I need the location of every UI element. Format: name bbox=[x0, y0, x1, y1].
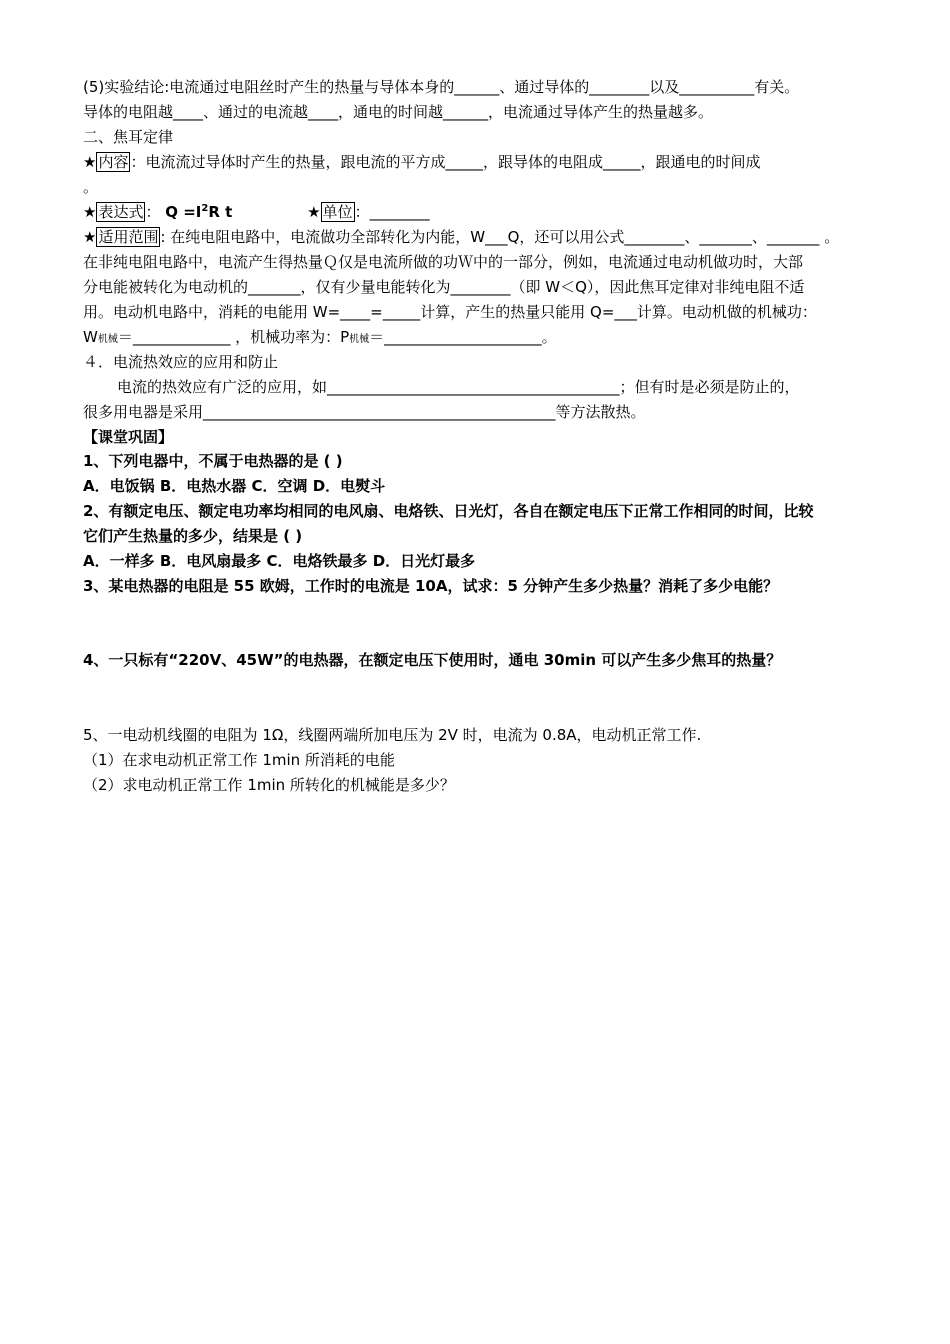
question-4: 4、一只标有“220V、45W”的电热器，在额定电压下使用时，通电 30min 可以产生多少焦耳的热量？ bbox=[83, 651, 782, 669]
formula-colon: ： bbox=[145, 203, 161, 221]
work-symbol: W bbox=[83, 328, 98, 346]
nonpure-line-3: 用。电动机电路中，消耗的电能用 W=____=_____计算，产生的热量只能用 Q=___计算。电动机做的机械功： bbox=[83, 303, 817, 321]
star-icon: ★ bbox=[83, 153, 97, 171]
formula-part-b: R t bbox=[208, 203, 233, 221]
question-3: 3、某电热器的电阻是 55 欧姆，工作时的电流是 10A，试求：5 分钟产生多少热量？消耗了多少电能？ bbox=[83, 577, 779, 595]
power-text: ＝_____________________。 bbox=[369, 328, 557, 346]
formula-part-a: Q =I bbox=[165, 203, 202, 221]
content-text: ：电流流过导体时产生的热量，跟电流的平方成_____，跟导体的电阻成_____，跟通电的时间成 bbox=[130, 153, 761, 171]
mechanical-work-line bbox=[83, 326, 557, 351]
question-5-part-1: （1）在求电动机正常工作 1min 所消耗的电能 bbox=[83, 751, 395, 769]
content-line bbox=[83, 151, 760, 173]
unit-label: 单位 bbox=[322, 203, 353, 221]
question-2-line-1: 2、有额定电压、额定电功率均相同的电风扇、电烙铁、日光灯，各自在额定电压下正常工作相同的时间，比较 bbox=[83, 502, 814, 520]
formula-expression bbox=[165, 203, 232, 221]
section-heading-joule-law: 二、焦耳定律 bbox=[83, 128, 174, 146]
practice-heading: 【课堂巩固】 bbox=[83, 428, 174, 446]
formula-exponent: 2 bbox=[201, 203, 209, 214]
heat-effect-heading: ４．电流热效应的应用和防止 bbox=[83, 353, 279, 371]
formula-label: 表达式 bbox=[98, 203, 144, 221]
conclusion-line-2: 导体的电阻越____、通过的电流越____，通电的时间越______，电流通过导体产生的热量越多。 bbox=[83, 103, 714, 121]
nonpure-line-2: 分电能被转化为电动机的_______，仅有少量电能转化为________（即 W＜Q），因此焦耳定律对非纯电阻不适 bbox=[83, 278, 805, 296]
question-5: 5、一电动机线圈的电阻为 1Ω，线圈两端所加电压为 2V 时，电流为 0.8A，电动机正常工作. bbox=[83, 726, 702, 744]
question-1: 1、下列电器中，不属于电热器的是 ( ) bbox=[83, 452, 343, 470]
scope-label: 适用范围 bbox=[98, 228, 159, 246]
star-icon: ★ bbox=[83, 228, 97, 246]
formula-line bbox=[83, 201, 430, 223]
question-1-options: A．电饭锅 B．电热水器 C．空调 D．电熨斗 bbox=[83, 477, 386, 495]
star-icon: ★ bbox=[83, 203, 97, 221]
conclusion-line-1: (5)实验结论:电流通过电阻丝时产生的热量与导体本身的______、通过导体的________以及__________有关。 bbox=[83, 78, 800, 96]
content-line-end: 。 bbox=[83, 178, 99, 196]
star-icon: ★ bbox=[307, 203, 321, 221]
power-subscript: 机械 bbox=[349, 334, 370, 345]
content-label: 内容 bbox=[98, 153, 129, 171]
nonpure-line-1: 在非纯电阻电路中，电流产生得热量Ｑ仅是电流所做的功Ｗ中的一部分，例如，电流通过电动机做功时，大部 bbox=[83, 253, 804, 271]
question-2-options: A．一样多 B．电风扇最多 C．电烙铁最多 D．日光灯最多 bbox=[83, 552, 476, 570]
work-subscript: 机械 bbox=[97, 334, 118, 345]
heat-effect-line-1: 电流的热效应有广泛的应用，如_______________________________________；但有时是必须是防止的， bbox=[117, 378, 800, 396]
question-2-line-2: 它们产生热量的多少，结果是 ( ) bbox=[83, 527, 303, 545]
unit-text: ：________ bbox=[354, 203, 430, 221]
scope-line bbox=[83, 226, 839, 248]
heat-effect-line-2: 很多用电器是采用_______________________________________________等方法散热。 bbox=[83, 403, 646, 421]
scope-text: : 在纯电阻电路中，电流做功全部转化为内能，W___Q，还可以用公式________、_______、_______ 。 bbox=[160, 228, 840, 246]
question-5-part-2: （2）求电动机正常工作 1min 所转化的机械能是多少？ bbox=[83, 776, 455, 794]
work-text: ＝_____________ ，机械功率为：P bbox=[117, 328, 350, 346]
